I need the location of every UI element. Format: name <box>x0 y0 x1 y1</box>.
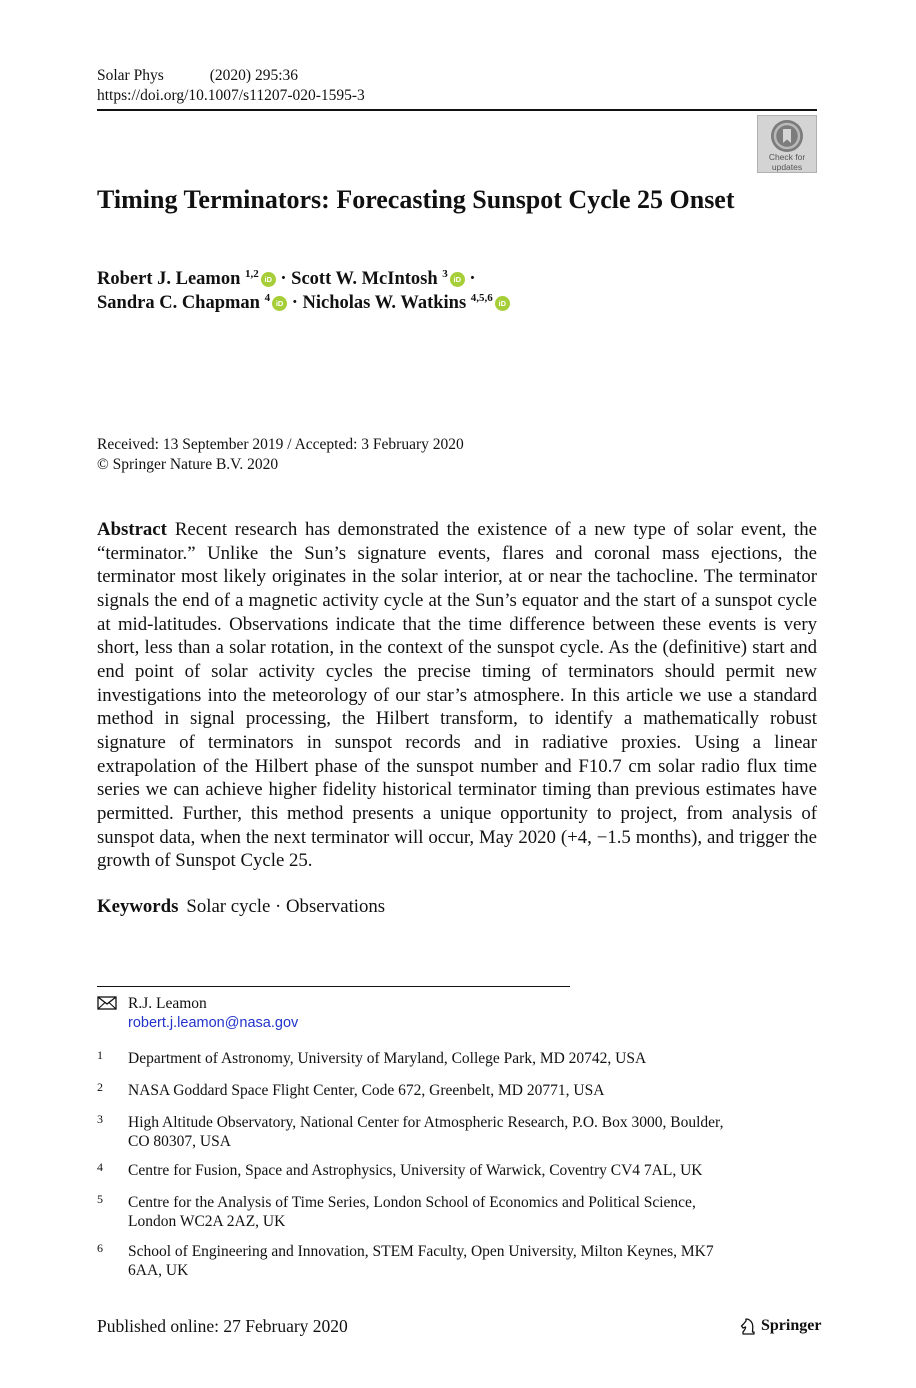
header-rule <box>97 109 817 111</box>
paper-title: Timing Terminators: Forecasting Sunspot Cycle 25 Onset <box>97 185 735 214</box>
author-affiliation: 4 <box>264 292 271 304</box>
affiliation-text-continued: 6AA, UK <box>128 1262 189 1279</box>
affiliation-text: High Altitude Observatory, National Center for Atmospheric Research, P.O. Box 3000, Boulder, <box>128 1114 724 1131</box>
springer-logo <box>738 1316 821 1336</box>
affiliation-text-continued: London WC2A 2AZ, UK <box>128 1213 286 1230</box>
author-affiliation: 1,2 <box>244 268 259 280</box>
orcid-icon[interactable]: iD <box>450 272 465 287</box>
publisher-name: Springer <box>761 1317 822 1334</box>
affiliation-text: Department of Astronomy, University of Maryland, College Park, MD 20742, USA <box>128 1050 647 1067</box>
keywords-text: Solar cycle · Observations <box>186 896 386 917</box>
author-line-2 <box>97 286 510 315</box>
running-header <box>97 66 298 86</box>
affiliation-number: 6 <box>97 1241 103 1255</box>
affiliation-number: 1 <box>97 1048 103 1062</box>
abstract-text: Recent research has demonstrated the existence of a new type of solar event, the “terminator.” Unlike the Sun’s signature events, flares and coronal mass ejections, the terminator most likely originates in the solar interior, at or near the tachocline. The terminator signals the end of a magnetic activity cycle at the Sun’s equator and the start of a sunspot cycle at mid-latitudes. Observations indicate that the time difference between these events is very short, less than a solar rotation, in the context of the sunspot cycle. As the (definitive) start and end point of solar activity cycles the precise timing of terminators should permit new investigations into the meteorology of our star’s atmosphere. In this article we use a standard method in signal processing, the Hilbert transform, to identify a mathematically robust signature of terminators in sunspot records and in radiative proxies. Using a linear extrapolation of the Hilbert phase of the sunspot number and F10.7 cm solar radio flux time series we can achieve higher fidelity historical terminator timing than previous estimates have permitted. Further, this method presents a unique opportunity to project, from analysis of sunspot data, when the next terminator will occur, May 2020 (+4, −1.5 months), and trigger the growth of Sunspot Cycle 25. <box>97 519 817 872</box>
author-name: Sandra C. Chapman <box>97 293 260 313</box>
envelope-icon <box>97 996 117 1015</box>
check-for-updates-badge[interactable] <box>757 115 817 173</box>
copyright: © Springer Nature B.V. 2020 <box>97 456 279 473</box>
journal-name: Solar Phys <box>97 67 164 84</box>
author-affiliation: 3 <box>442 268 448 280</box>
doi-link[interactable]: https://doi.org/10.1007/s11207-020-1595-3 <box>97 87 365 104</box>
affiliation-number: 3 <box>97 1112 103 1126</box>
affiliation-number: 2 <box>97 1080 103 1094</box>
bookmark-icon <box>771 120 803 152</box>
author-name: Scott W. McIntosh <box>291 269 438 289</box>
affiliation-text: School of Engineering and Innovation, STEM Faculty, Open University, Milton Keynes, MK7 <box>128 1243 714 1260</box>
orcid-icon[interactable]: iD <box>261 272 276 287</box>
chess-knight-icon <box>738 1316 758 1336</box>
affiliation-number: 5 <box>97 1192 103 1206</box>
author-name: Nicholas W. Watkins <box>302 293 467 313</box>
orcid-icon[interactable]: iD <box>495 296 510 311</box>
author-separator: · <box>280 269 287 289</box>
check-badge-line2: updates <box>771 161 803 172</box>
abstract-label: Abstract <box>97 519 167 540</box>
journal-citation: (2020) 295:36 <box>209 67 299 84</box>
received-accepted: Received: 13 September 2019 / Accepted: 3 February 2020 <box>97 436 464 453</box>
published-online: Published online: 27 February 2020 <box>97 1316 348 1336</box>
author-separator: · <box>469 269 476 289</box>
affiliation-text: NASA Goddard Space Flight Center, Code 672, Greenbelt, MD 20771, USA <box>128 1082 605 1099</box>
keywords-label: Keywords <box>97 896 179 917</box>
corresponding-author-email[interactable]: robert.j.leamon@nasa.gov <box>128 1015 299 1031</box>
orcid-icon[interactable]: iD <box>272 296 287 311</box>
author-affiliation: 4,5,6 <box>470 292 493 304</box>
corresponding-author-name: R.J. Leamon <box>128 995 207 1012</box>
affiliation-text-continued: CO 80307, USA <box>128 1133 231 1150</box>
footnote-rule <box>97 986 570 987</box>
check-badge-line1: Check for <box>768 152 806 162</box>
keywords <box>97 896 385 918</box>
affiliation-text: Centre for the Analysis of Time Series, London School of Economics and Political Science, <box>128 1194 696 1211</box>
affiliation-text: Centre for Fusion, Space and Astrophysics, University of Warwick, Coventry CV4 7AL, UK <box>128 1162 703 1179</box>
author-separator: · <box>291 293 298 313</box>
affiliation-number: 4 <box>97 1160 103 1174</box>
abstract <box>97 518 817 873</box>
author-name: Robert J. Leamon <box>97 269 241 289</box>
